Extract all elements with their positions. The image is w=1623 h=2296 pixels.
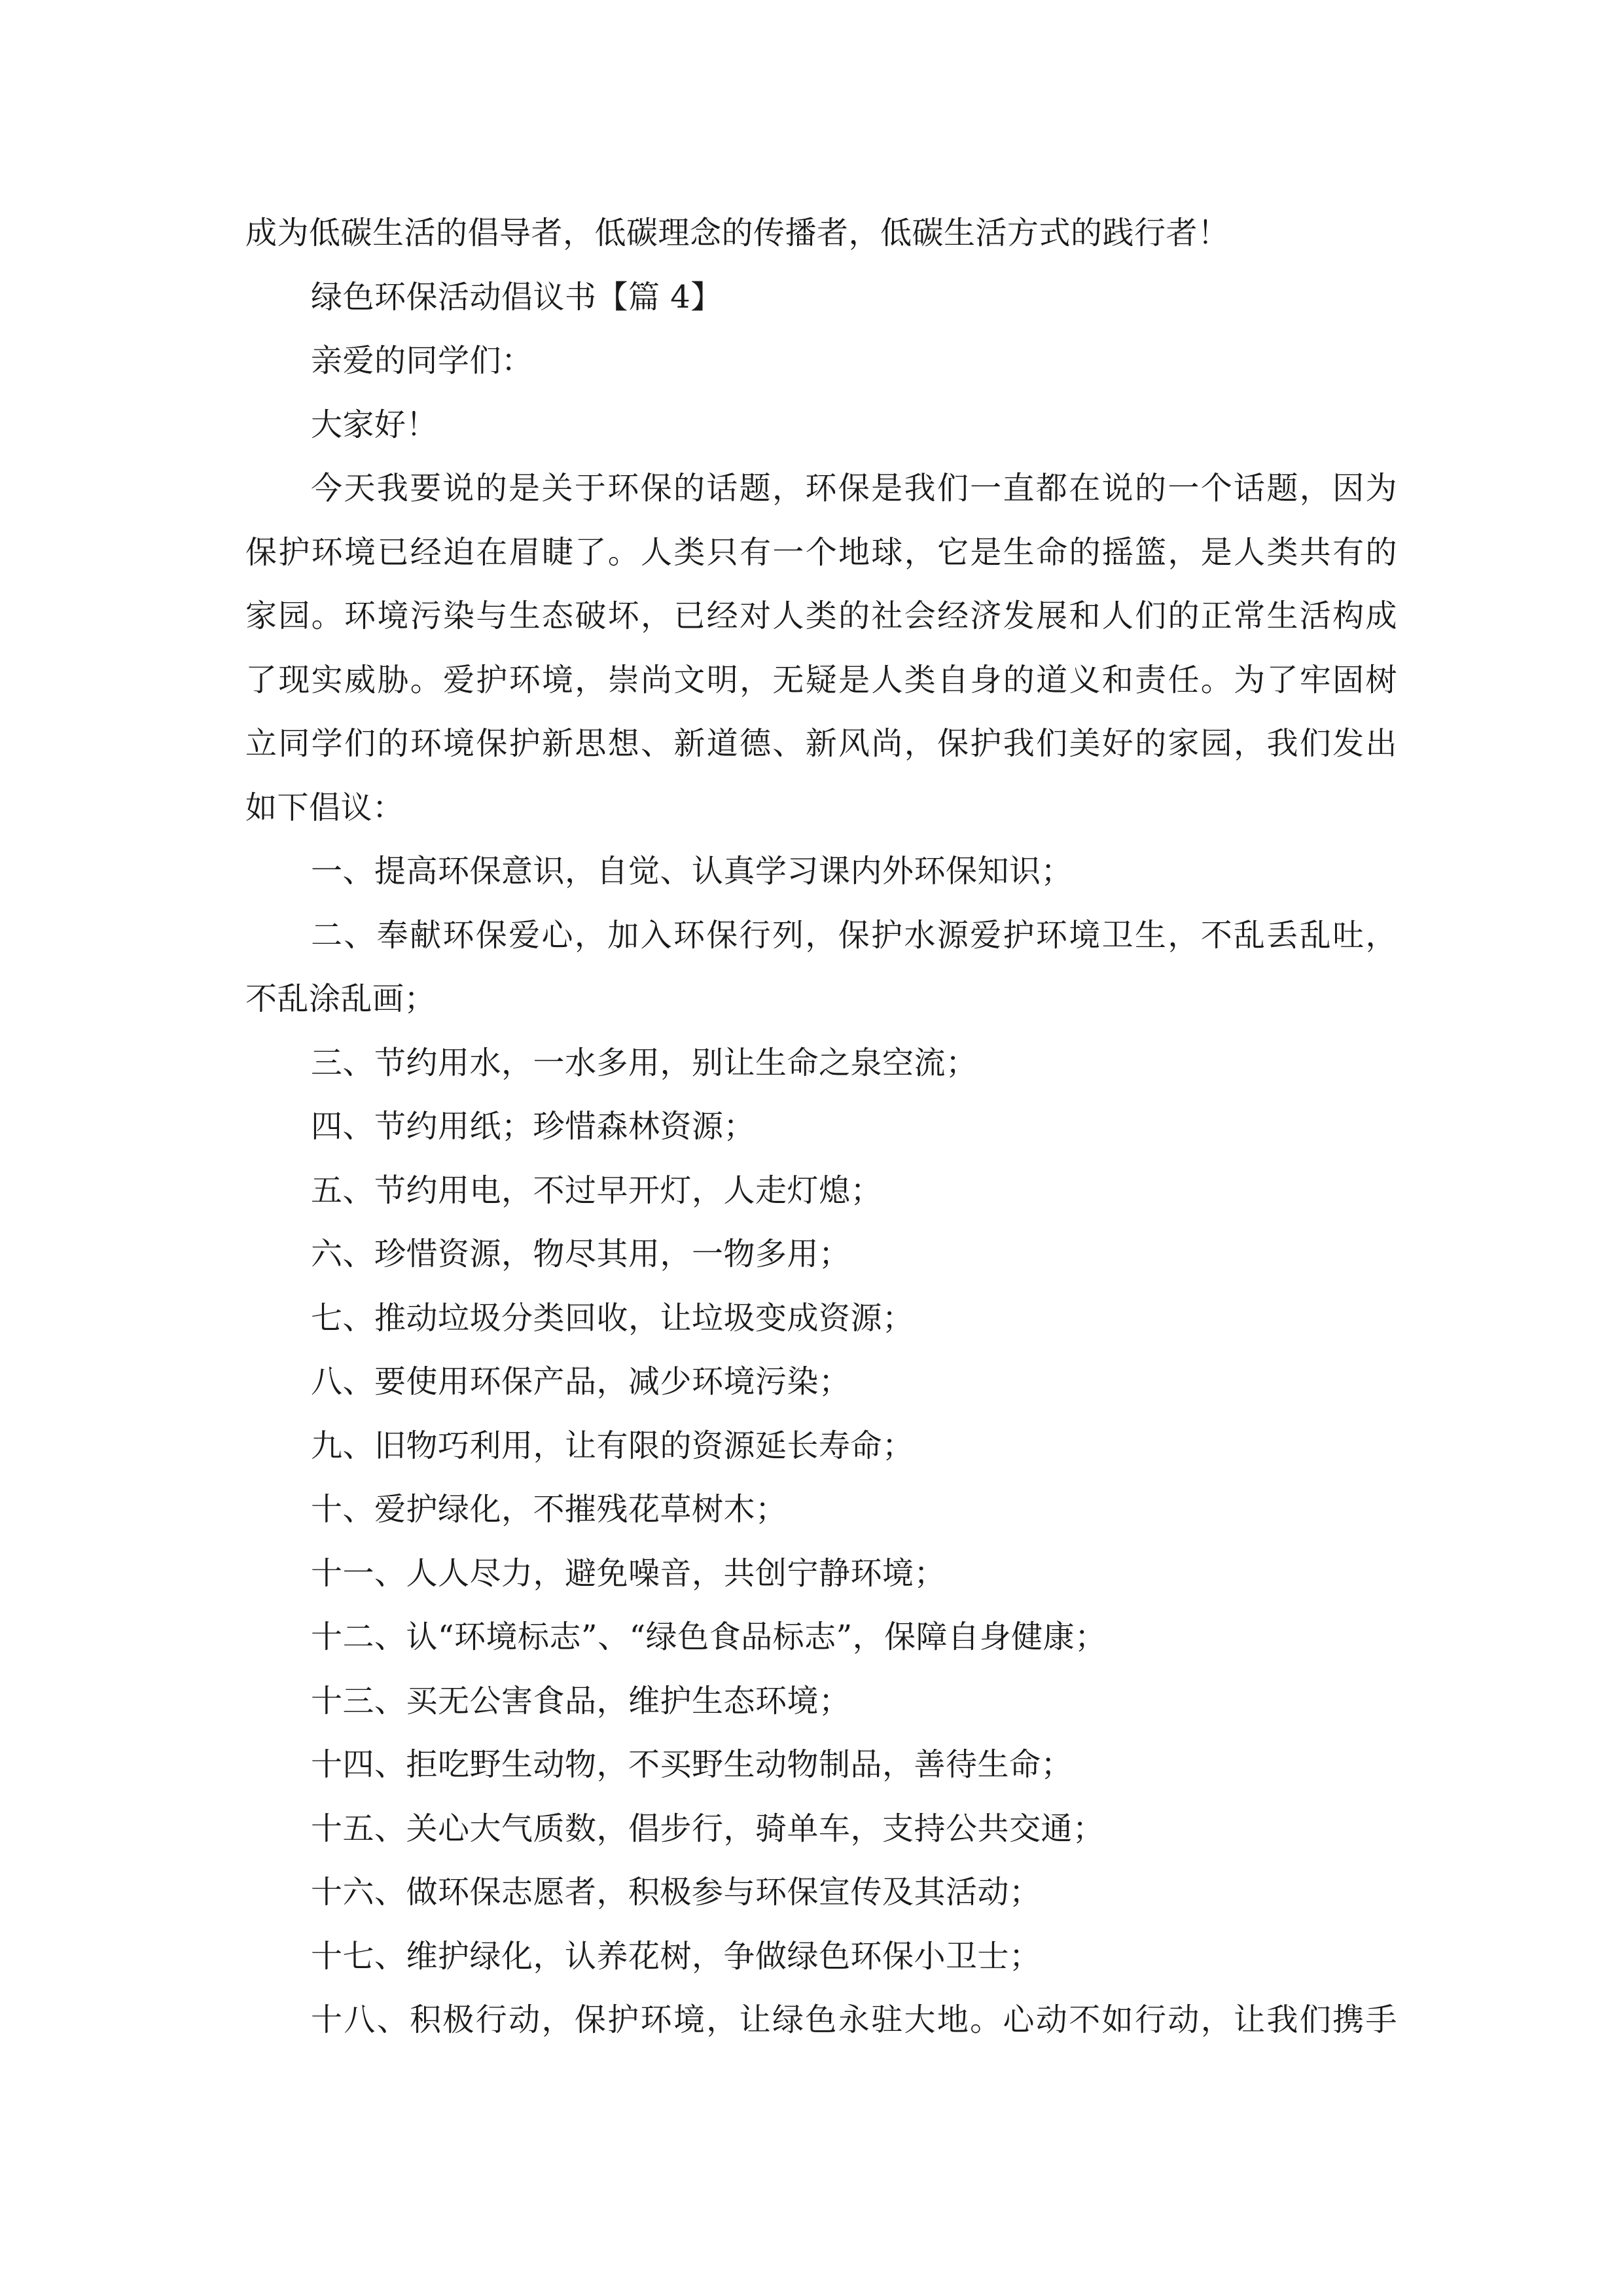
paragraph-line: 四、节约用纸；珍惜森林资源； xyxy=(311,1108,756,1145)
paragraph-line: 如下倡议： xyxy=(245,789,404,826)
paragraph-line: 十四、拒吃野生动物，不买野生动物制品，善待生命； xyxy=(311,1746,1073,1783)
paragraph-line: 六、珍惜资源，物尽其用，一物多用； xyxy=(311,1236,851,1272)
paragraph-line: 十三、买无公害食品，维护生态环境； xyxy=(311,1682,851,1719)
paragraph-line: 五、节约用电，不过早开灯，人走灯熄； xyxy=(311,1172,883,1209)
paragraph-line: 今天我要说的是关于环保的话题，环保是我们一直都在说的一个话题，因为 xyxy=(311,470,1397,507)
paragraph-line: 十、爱护绿化，不摧残花草树木； xyxy=(311,1491,787,1528)
document-body xyxy=(245,202,1397,2053)
paragraph-line: 十五、关心大气质数，倡步行，骑单车，支持公共交通； xyxy=(311,1810,1105,1847)
paragraph-line: 亲爱的同学们： xyxy=(311,342,533,379)
paragraph-line: 十一、人人尽力，避免噪音，共创宁静环境； xyxy=(311,1554,946,1592)
paragraph-line: 八、要使用环保产品，减少环境污染； xyxy=(311,1363,851,1400)
paragraph-line: 三、节约用水，一水多用，别让生命之泉空流； xyxy=(311,1044,978,1081)
paragraph-line: 家园。环境污染与生态破坏，已经对人类的社会经济发展和人们的正常生活构成 xyxy=(245,598,1397,634)
paragraph-line: 十八、积极行动，保护环境，让绿色永驻大地。心动不如行动，让我们携手 xyxy=(311,2001,1397,2038)
paragraph-line: 不乱涂乱画； xyxy=(245,980,437,1017)
paragraph-line: 一、提高环保意识，自觉、认真学习课内外环保知识； xyxy=(311,853,1073,889)
paragraph-line: 十七、维护绿化，认养花树，争做绿色环保小卫士； xyxy=(311,1937,1041,1975)
paragraph-line: 十六、做环保志愿者，积极参与环保宣传及其活动； xyxy=(311,1874,1041,1910)
paragraph-line: 九、旧物巧利用，让有限的资源延长寿命； xyxy=(311,1427,914,1464)
paragraph-line: 绿色环保活动倡议书【篇 4】 xyxy=(311,278,722,315)
paragraph-line: 二、奉献环保爱心，加入环保行列，保护水源爱护环境卫生，不乱丢乱吐， xyxy=(311,916,1397,954)
paragraph-line: 了现实威胁。爱护环境，崇尚文明，无疑是人类自身的道义和责任。为了牢固树 xyxy=(245,661,1397,698)
paragraph-line: 保护环境已经迫在眉睫了。人类只有一个地球，它是生命的摇篮，是人类共有的 xyxy=(245,533,1397,571)
paragraph-line: 十二、认“环境标志”、“绿色食品标志”，保障自身健康； xyxy=(311,1619,1107,1655)
paragraph-line: 大家好！ xyxy=(311,406,438,443)
paragraph-line: 成为低碳生活的倡导者，低碳理念的传播者，低碳生活方式的践行者！ xyxy=(245,215,1230,251)
paragraph-line: 七、推动垃圾分类回收，让垃圾变成资源； xyxy=(311,1299,914,1336)
paragraph-line: 立同学们的环境保护新思想、新道德、新风尚，保护我们美好的家园，我们发出 xyxy=(245,725,1397,762)
